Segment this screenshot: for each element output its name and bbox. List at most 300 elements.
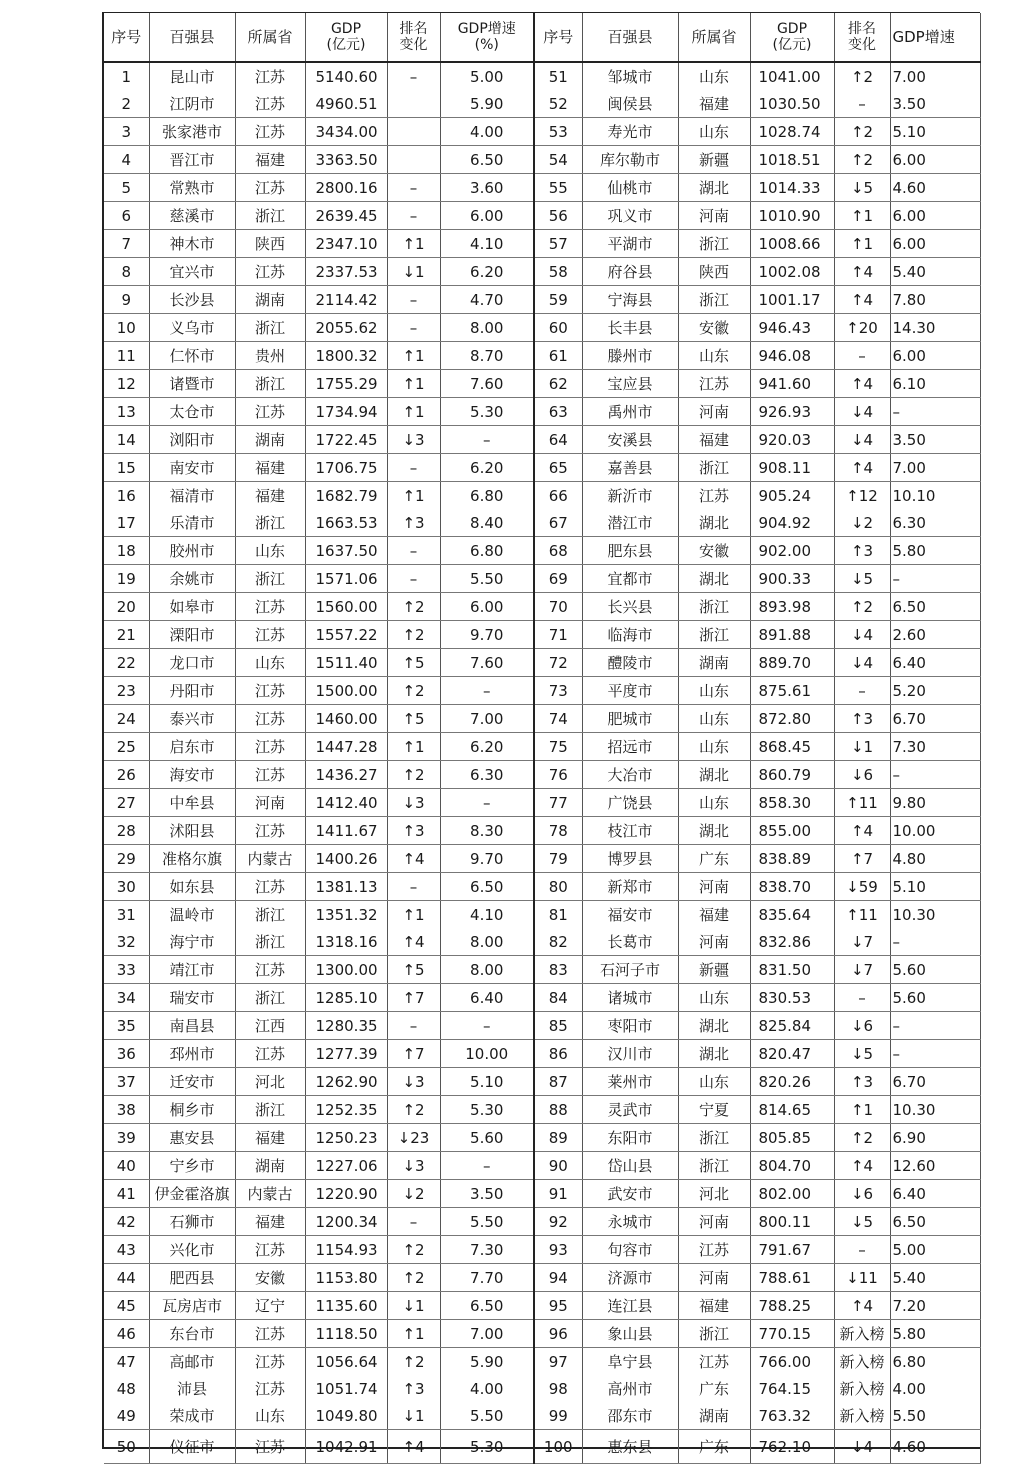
cell-gdp: 1571.06 <box>305 565 387 593</box>
cell-county: 沭阳县 <box>149 817 235 845</box>
cell-growth-right: 3.50 <box>890 90 980 118</box>
cell-growth: 5.30 <box>440 398 534 426</box>
cell-index: 37 <box>104 1068 149 1096</box>
cell-index: 12 <box>104 370 149 398</box>
cell-rank-change-right: ↑4 <box>834 1292 890 1320</box>
cell-gdp-right: 891.88 <box>750 621 834 649</box>
table-row <box>104 1152 980 1180</box>
cell-growth: 7.70 <box>440 1264 534 1292</box>
cell-gdp: 1722.45 <box>305 426 387 454</box>
cell-gdp: 2337.53 <box>305 258 387 286</box>
cell-index: 4 <box>104 146 149 174</box>
cell-index: 42 <box>104 1208 149 1236</box>
cell-county: 邳州市 <box>149 1040 235 1068</box>
cell-gdp-right: 1018.51 <box>750 146 834 174</box>
cell-rank-change-right: ↑4 <box>834 817 890 845</box>
cell-province-right: 山东 <box>678 62 750 90</box>
cell-rank-change: – <box>387 174 440 202</box>
cell-rank-change-right: ↓1 <box>834 733 890 761</box>
table-row <box>104 342 980 370</box>
cell-growth: 5.60 <box>440 1124 534 1152</box>
cell-gdp-right: 825.84 <box>750 1012 834 1040</box>
cell-growth: 5.50 <box>440 1402 534 1430</box>
table-row <box>104 118 980 146</box>
cell-growth: 6.00 <box>440 593 534 621</box>
cell-province: 江苏 <box>235 62 305 90</box>
cell-rank-change-right: ↑3 <box>834 537 890 565</box>
table-row <box>104 1375 980 1402</box>
cell-rank-change-right: 新入榜 <box>834 1348 890 1376</box>
cell-growth-right: 7.30 <box>890 733 980 761</box>
cell-gdp-right: 805.85 <box>750 1124 834 1152</box>
cell-rank-change-right: ↑2 <box>834 62 890 90</box>
cell-province-right: 浙江 <box>678 454 750 482</box>
cell-index: 38 <box>104 1096 149 1124</box>
cell-rank-change: – <box>387 454 440 482</box>
cell-gdp-right: 788.61 <box>750 1264 834 1292</box>
cell-gdp-right: 1001.17 <box>750 286 834 314</box>
cell-county-right: 永城市 <box>582 1208 678 1236</box>
cell-growth-right: 6.50 <box>890 1208 980 1236</box>
cell-gdp: 1154.93 <box>305 1236 387 1264</box>
cell-index-right: 94 <box>534 1264 582 1292</box>
cell-county-right: 平湖市 <box>582 230 678 258</box>
cell-rank-change: ↑3 <box>387 1375 440 1402</box>
cell-rank-change: ↑5 <box>387 956 440 984</box>
cell-county-right: 武安市 <box>582 1180 678 1208</box>
cell-province: 福建 <box>235 1124 305 1152</box>
cell-county: 张家港市 <box>149 118 235 146</box>
cell-county-right: 邵东市 <box>582 1402 678 1430</box>
cell-index: 24 <box>104 705 149 733</box>
cell-gdp-right: 830.53 <box>750 984 834 1012</box>
cell-province: 江苏 <box>235 258 305 286</box>
cell-index-right: 96 <box>534 1320 582 1348</box>
cell-gdp: 1118.50 <box>305 1320 387 1348</box>
cell-province-right: 新疆 <box>678 146 750 174</box>
cell-index: 48 <box>104 1375 149 1402</box>
cell-province-right: 湖北 <box>678 1040 750 1068</box>
cell-growth: 8.30 <box>440 817 534 845</box>
cell-growth: 6.20 <box>440 258 534 286</box>
cell-rank-change-right: 新入榜 <box>834 1375 890 1402</box>
cell-index-right: 60 <box>534 314 582 342</box>
cell-county-right: 博罗县 <box>582 845 678 873</box>
cell-county: 仪征市 <box>149 1430 235 1464</box>
cell-gdp-right: 763.32 <box>750 1402 834 1430</box>
cell-province-right: 山东 <box>678 677 750 705</box>
cell-rank-change: ↑4 <box>387 845 440 873</box>
cell-gdp-right: 872.80 <box>750 705 834 733</box>
cell-index-right: 85 <box>534 1012 582 1040</box>
cell-rank-change <box>387 118 440 146</box>
table-row <box>104 1264 980 1292</box>
cell-county-right: 汉川市 <box>582 1040 678 1068</box>
cell-growth-right: 7.00 <box>890 454 980 482</box>
cell-gdp-right: 838.70 <box>750 873 834 901</box>
cell-gdp-right: 926.93 <box>750 398 834 426</box>
cell-county: 昆山市 <box>149 62 235 90</box>
cell-index-right: 59 <box>534 286 582 314</box>
cell-rank-change-right: 新入榜 <box>834 1320 890 1348</box>
cell-county: 浏阳市 <box>149 426 235 454</box>
table-row <box>104 90 980 118</box>
table-row <box>104 901 980 929</box>
cell-province-right: 河南 <box>678 1264 750 1292</box>
cell-province-right: 山东 <box>678 733 750 761</box>
table-row <box>104 62 980 90</box>
cell-gdp-right: 838.89 <box>750 845 834 873</box>
table-row <box>104 1012 980 1040</box>
cell-gdp-right: 766.00 <box>750 1348 834 1376</box>
cell-growth: 6.20 <box>440 454 534 482</box>
table-row <box>104 1068 980 1096</box>
cell-gdp: 1706.75 <box>305 454 387 482</box>
cell-index: 43 <box>104 1236 149 1264</box>
cell-province-right: 山东 <box>678 1068 750 1096</box>
cell-growth: 4.10 <box>440 901 534 929</box>
cell-growth: – <box>440 677 534 705</box>
cell-province: 山东 <box>235 1402 305 1430</box>
cell-county-right: 肥城市 <box>582 705 678 733</box>
cell-gdp-right: 791.67 <box>750 1236 834 1264</box>
cell-rank-change: ↑2 <box>387 1096 440 1124</box>
cell-gdp-right: 802.00 <box>750 1180 834 1208</box>
cell-province: 湖南 <box>235 426 305 454</box>
cell-rank-change-right: ↑1 <box>834 1096 890 1124</box>
cell-index: 20 <box>104 593 149 621</box>
cell-county-right: 高州市 <box>582 1375 678 1402</box>
cell-gdp: 1411.67 <box>305 817 387 845</box>
cell-index-right: 66 <box>534 482 582 510</box>
cell-rank-change: ↑3 <box>387 817 440 845</box>
cell-county: 沛县 <box>149 1375 235 1402</box>
cell-index: 47 <box>104 1348 149 1376</box>
cell-index: 41 <box>104 1180 149 1208</box>
header-gdp <box>305 13 387 62</box>
table-row <box>104 761 980 789</box>
cell-rank-change: ↑2 <box>387 621 440 649</box>
cell-county-right: 广饶县 <box>582 789 678 817</box>
cell-rank-change-right: ↓2 <box>834 509 890 537</box>
cell-rank-change: ↑1 <box>387 482 440 510</box>
cell-growth: 6.50 <box>440 1292 534 1320</box>
cell-county-right: 东阳市 <box>582 1124 678 1152</box>
gdp-table-frame <box>102 12 980 1456</box>
cell-county: 常熟市 <box>149 174 235 202</box>
cell-county: 靖江市 <box>149 956 235 984</box>
table-row <box>104 1236 980 1264</box>
cell-province: 湖南 <box>235 286 305 314</box>
table-row <box>104 314 980 342</box>
cell-province-right: 江苏 <box>678 1236 750 1264</box>
cell-province: 福建 <box>235 482 305 510</box>
cell-gdp: 1755.29 <box>305 370 387 398</box>
cell-rank-change: ↑7 <box>387 984 440 1012</box>
cell-index-right: 84 <box>534 984 582 1012</box>
cell-growth-right: 3.50 <box>890 426 980 454</box>
cell-index: 36 <box>104 1040 149 1068</box>
cell-index: 9 <box>104 286 149 314</box>
cell-growth: 3.50 <box>440 1180 534 1208</box>
cell-index: 5 <box>104 174 149 202</box>
cell-province-right: 湖北 <box>678 1012 750 1040</box>
cell-county-right: 醴陵市 <box>582 649 678 677</box>
cell-rank-change-right: – <box>834 984 890 1012</box>
cell-gdp: 1557.22 <box>305 621 387 649</box>
cell-province: 江苏 <box>235 90 305 118</box>
cell-county-right: 石河子市 <box>582 956 678 984</box>
cell-growth-right: 10.30 <box>890 901 980 929</box>
cell-rank-change: – <box>387 202 440 230</box>
cell-index-right: 75 <box>534 733 582 761</box>
cell-province-right: 广东 <box>678 1375 750 1402</box>
cell-province: 江苏 <box>235 733 305 761</box>
cell-index-right: 95 <box>534 1292 582 1320</box>
table-row <box>104 398 980 426</box>
cell-province-right: 福建 <box>678 901 750 929</box>
cell-rank-change: ↑1 <box>387 398 440 426</box>
cell-index: 19 <box>104 565 149 593</box>
cell-rank-change: ↓1 <box>387 1402 440 1430</box>
cell-county-right: 惠东县 <box>582 1430 678 1464</box>
cell-growth-right: 10.10 <box>890 482 980 510</box>
cell-rank-change-right: ↓5 <box>834 174 890 202</box>
cell-county: 宁乡市 <box>149 1152 235 1180</box>
cell-growth: 4.00 <box>440 118 534 146</box>
cell-growth: 10.00 <box>440 1040 534 1068</box>
cell-province: 辽宁 <box>235 1292 305 1320</box>
cell-gdp-right: 762.10 <box>750 1430 834 1464</box>
cell-gdp-right: 905.24 <box>750 482 834 510</box>
cell-province-right: 陕西 <box>678 258 750 286</box>
cell-rank-change: ↑3 <box>387 509 440 537</box>
table-row <box>104 230 980 258</box>
cell-county: 江阴市 <box>149 90 235 118</box>
cell-index-right: 61 <box>534 342 582 370</box>
cell-county: 海安市 <box>149 761 235 789</box>
table-row <box>104 621 980 649</box>
cell-county-right: 阜宁县 <box>582 1348 678 1376</box>
cell-growth: 5.30 <box>440 1430 534 1464</box>
cell-rank-change-right: ↓59 <box>834 873 890 901</box>
table-row <box>104 174 980 202</box>
cell-growth: 6.50 <box>440 873 534 901</box>
cell-rank-change-right: – <box>834 342 890 370</box>
cell-gdp: 2800.16 <box>305 174 387 202</box>
cell-growth: – <box>440 1152 534 1180</box>
cell-county: 东台市 <box>149 1320 235 1348</box>
cell-index: 8 <box>104 258 149 286</box>
cell-province: 浙江 <box>235 314 305 342</box>
cell-county: 太仓市 <box>149 398 235 426</box>
cell-rank-change-right: ↑1 <box>834 202 890 230</box>
cell-rank-change-right: ↓4 <box>834 398 890 426</box>
cell-index-right: 97 <box>534 1348 582 1376</box>
cell-province-right: 福建 <box>678 1292 750 1320</box>
cell-growth-right: 5.60 <box>890 956 980 984</box>
cell-index: 10 <box>104 314 149 342</box>
cell-growth-right: 6.50 <box>890 593 980 621</box>
cell-gdp: 3363.50 <box>305 146 387 174</box>
cell-growth-right: 5.00 <box>890 1236 980 1264</box>
cell-rank-change-right: ↓6 <box>834 1180 890 1208</box>
cell-province: 江苏 <box>235 174 305 202</box>
cell-rank-change: ↓3 <box>387 789 440 817</box>
cell-index-right: 90 <box>534 1152 582 1180</box>
cell-index: 22 <box>104 649 149 677</box>
cell-county: 南安市 <box>149 454 235 482</box>
cell-rank-change-right: ↑4 <box>834 454 890 482</box>
cell-county-right: 宜都市 <box>582 565 678 593</box>
cell-county-right: 新郑市 <box>582 873 678 901</box>
cell-rank-change: ↑4 <box>387 928 440 956</box>
table-header-row <box>104 13 980 62</box>
cell-province-right: 安徽 <box>678 537 750 565</box>
cell-county: 溧阳市 <box>149 621 235 649</box>
cell-county: 慈溪市 <box>149 202 235 230</box>
cell-index: 46 <box>104 1320 149 1348</box>
cell-growth: 5.10 <box>440 1068 534 1096</box>
cell-county-right: 句容市 <box>582 1236 678 1264</box>
cell-province: 江苏 <box>235 705 305 733</box>
cell-index: 26 <box>104 761 149 789</box>
cell-rank-change-right: ↑4 <box>834 286 890 314</box>
cell-province: 江苏 <box>235 118 305 146</box>
cell-province-right: 浙江 <box>678 1320 750 1348</box>
cell-gdp: 2347.10 <box>305 230 387 258</box>
cell-gdp: 1381.13 <box>305 873 387 901</box>
cell-index-right: 81 <box>534 901 582 929</box>
cell-county: 惠安县 <box>149 1124 235 1152</box>
cell-rank-change-right: ↑20 <box>834 314 890 342</box>
table-row <box>104 1348 980 1376</box>
cell-gdp-right: 831.50 <box>750 956 834 984</box>
cell-gdp: 1300.00 <box>305 956 387 984</box>
table-row <box>104 537 980 565</box>
header-growth-right: GDP增速 <box>890 13 980 62</box>
cell-gdp-right: 875.61 <box>750 677 834 705</box>
cell-gdp-right: 1028.74 <box>750 118 834 146</box>
cell-county: 龙口市 <box>149 649 235 677</box>
cell-county: 荣成市 <box>149 1402 235 1430</box>
cell-growth: 7.00 <box>440 705 534 733</box>
cell-index-right: 73 <box>534 677 582 705</box>
cell-growth-right: – <box>890 1012 980 1040</box>
cell-gdp: 1153.80 <box>305 1264 387 1292</box>
cell-index-right: 76 <box>534 761 582 789</box>
cell-rank-change: ↑1 <box>387 733 440 761</box>
cell-province-right: 浙江 <box>678 286 750 314</box>
cell-province-right: 新疆 <box>678 956 750 984</box>
cell-province: 江苏 <box>235 1236 305 1264</box>
cell-growth-right: 6.10 <box>890 370 980 398</box>
cell-county-right: 邹城市 <box>582 62 678 90</box>
cell-growth-right: 6.80 <box>890 1348 980 1376</box>
cell-growth: 7.60 <box>440 649 534 677</box>
cell-index-right: 56 <box>534 202 582 230</box>
cell-gdp: 1056.64 <box>305 1348 387 1376</box>
cell-growth-right: – <box>890 565 980 593</box>
cell-gdp: 1511.40 <box>305 649 387 677</box>
cell-index: 6 <box>104 202 149 230</box>
header-gdp-line2: (亿元) <box>326 37 366 53</box>
cell-gdp-right: 820.47 <box>750 1040 834 1068</box>
cell-growth-right: 6.00 <box>890 202 980 230</box>
cell-index: 2 <box>104 90 149 118</box>
cell-province: 浙江 <box>235 984 305 1012</box>
cell-county-right: 安溪县 <box>582 426 678 454</box>
cell-county: 兴化市 <box>149 1236 235 1264</box>
cell-gdp-right: 1041.00 <box>750 62 834 90</box>
header-index: 序号 <box>104 13 149 62</box>
cell-gdp-right: 920.03 <box>750 426 834 454</box>
cell-growth-right: 5.20 <box>890 677 980 705</box>
cell-growth: 8.00 <box>440 314 534 342</box>
cell-index: 29 <box>104 845 149 873</box>
header-gdp-right-line1: GDP <box>776 21 808 37</box>
cell-rank-change: – <box>387 873 440 901</box>
cell-province-right: 浙江 <box>678 230 750 258</box>
cell-rank-change: – <box>387 565 440 593</box>
cell-county: 启东市 <box>149 733 235 761</box>
cell-county: 义乌市 <box>149 314 235 342</box>
cell-rank-change: ↓23 <box>387 1124 440 1152</box>
cell-province: 福建 <box>235 454 305 482</box>
cell-gdp: 1318.16 <box>305 928 387 956</box>
table-row <box>104 1096 980 1124</box>
cell-county: 仁怀市 <box>149 342 235 370</box>
cell-growth: 9.70 <box>440 845 534 873</box>
cell-growth: 7.30 <box>440 1236 534 1264</box>
cell-growth: 5.00 <box>440 62 534 90</box>
header-rank-line2: 变化 <box>399 37 428 53</box>
cell-rank-change: ↑2 <box>387 1348 440 1376</box>
cell-province-right: 浙江 <box>678 621 750 649</box>
cell-growth: 5.90 <box>440 90 534 118</box>
cell-rank-change-right: ↑1 <box>834 230 890 258</box>
cell-index: 35 <box>104 1012 149 1040</box>
cell-gdp-right: 858.30 <box>750 789 834 817</box>
cell-index-right: 54 <box>534 146 582 174</box>
cell-county: 长沙县 <box>149 286 235 314</box>
cell-rank-change: ↓3 <box>387 1068 440 1096</box>
cell-gdp: 1460.00 <box>305 705 387 733</box>
header-index-right: 序号 <box>534 13 582 62</box>
cell-county-right: 枣阳市 <box>582 1012 678 1040</box>
table-row <box>104 509 980 537</box>
cell-county: 中牟县 <box>149 789 235 817</box>
cell-province-right: 河南 <box>678 1208 750 1236</box>
cell-growth-right: 4.60 <box>890 1430 980 1464</box>
cell-index: 33 <box>104 956 149 984</box>
cell-index: 15 <box>104 454 149 482</box>
cell-index-right: 68 <box>534 537 582 565</box>
cell-gdp: 1285.10 <box>305 984 387 1012</box>
cell-province: 江苏 <box>235 1375 305 1402</box>
cell-province: 安徽 <box>235 1264 305 1292</box>
cell-county-right: 禹州市 <box>582 398 678 426</box>
cell-index-right: 91 <box>534 1180 582 1208</box>
cell-growth: 8.00 <box>440 956 534 984</box>
cell-gdp-right: 889.70 <box>750 649 834 677</box>
cell-province: 福建 <box>235 1208 305 1236</box>
cell-growth-right: 4.00 <box>890 1375 980 1402</box>
cell-index-right: 64 <box>534 426 582 454</box>
cell-index: 13 <box>104 398 149 426</box>
cell-rank-change-right: 新入榜 <box>834 1402 890 1430</box>
cell-growth-right: 5.50 <box>890 1402 980 1430</box>
